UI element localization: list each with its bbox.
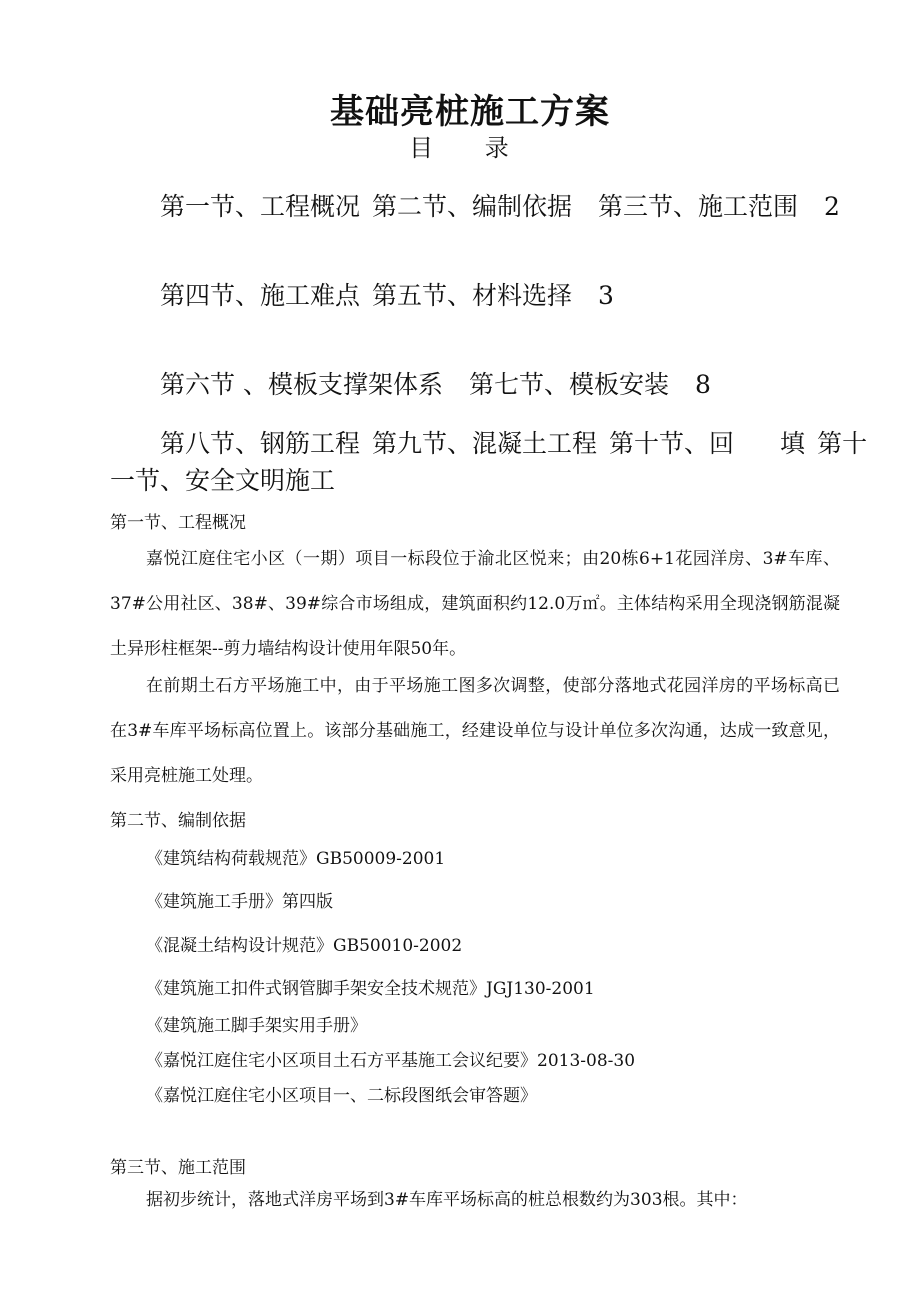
toc-line-2 [160, 276, 614, 312]
toc-page-number: 2 [824, 192, 840, 221]
section-1-paragraph-1: 嘉悦江庭住宅小区（一期）项目一标段位于渝北区悦来；由20栋6+1花园洋房、3#车库、37#公用社区、38#、39#综合市场组成，建筑面积约12.0万㎡。主体结构采用全现浇钢筋混凝土异形柱框架--剪力墙结构设计使用年限50年。 [110, 549, 840, 659]
toc-heading: 目 录 [409, 134, 531, 162]
toc-entry: 第七节、模板安装 [468, 370, 669, 399]
section-3-heading: 第三节、施工范围 [110, 1158, 246, 1178]
toc-entry: 第三节、施工范围 [598, 192, 799, 221]
toc-entry: 第九节、混凝土工程 [372, 429, 598, 458]
toc-page-number: 8 [694, 370, 711, 399]
reference-item: 《建筑施工扣件式钢管脚手架安全技术规范》JGJ130-2001 [146, 979, 595, 999]
toc-page-number: 3 [598, 281, 614, 310]
section-2-heading: 第二节、编制依据 [110, 811, 246, 831]
reference-item: 《混凝土结构设计规范》GB50010-2002 [146, 936, 463, 956]
toc-entry: 第四节、施工难点 [160, 281, 361, 310]
reference-item: 《嘉悦江庭住宅小区项目土石方平基施工会议纪要》2013-08-30 [146, 1051, 636, 1071]
toc-entry: 第十 [817, 429, 868, 458]
toc-entry: 第六节 、模板支撑架体系 [160, 370, 443, 399]
toc-line-3 [160, 365, 711, 401]
reference-item: 《建筑结构荷载规范》GB50009-2001 [146, 849, 446, 869]
toc-line-4 [160, 424, 867, 460]
toc-line-1 [160, 187, 840, 223]
toc-entry: 第一节、工程概况 [160, 192, 361, 221]
reference-item: 《嘉悦江庭住宅小区项目一、二标段图纸会审答题》 [146, 1086, 537, 1106]
toc-entry: 第八节、钢筋工程 [160, 429, 361, 458]
toc-entry: 第十节、回 [609, 429, 735, 458]
section-1-heading: 第一节、工程概况 [110, 513, 246, 533]
section-1-paragraph-2: 在前期土石方平场施工中，由于平场施工图多次调整，使部分落地式花园洋房的平场标高已在3#车库平场标高位置上。该部分基础施工，经建设单位与设计单位多次沟通，达成一致意见，采用亮桩施工处理。 [110, 676, 840, 786]
toc-entry: 第五节、材料选择 [372, 281, 573, 310]
reference-item: 《建筑施工脚手架实用手册》 [146, 1016, 367, 1036]
reference-item: 《建筑施工手册》第四版 [146, 892, 333, 912]
toc-entry: 第二节、编制依据 [372, 192, 573, 221]
toc-entry: 填 [780, 429, 806, 458]
section-3-paragraph-1: 据初步统计，落地式洋房平场到3#车库平场标高的桩总根数约为303根。其中： [146, 1190, 748, 1210]
toc-line-4-wrap: 一节、安全文明施工 [110, 466, 336, 495]
document-title: 基础亮桩施工方案 [330, 92, 610, 132]
